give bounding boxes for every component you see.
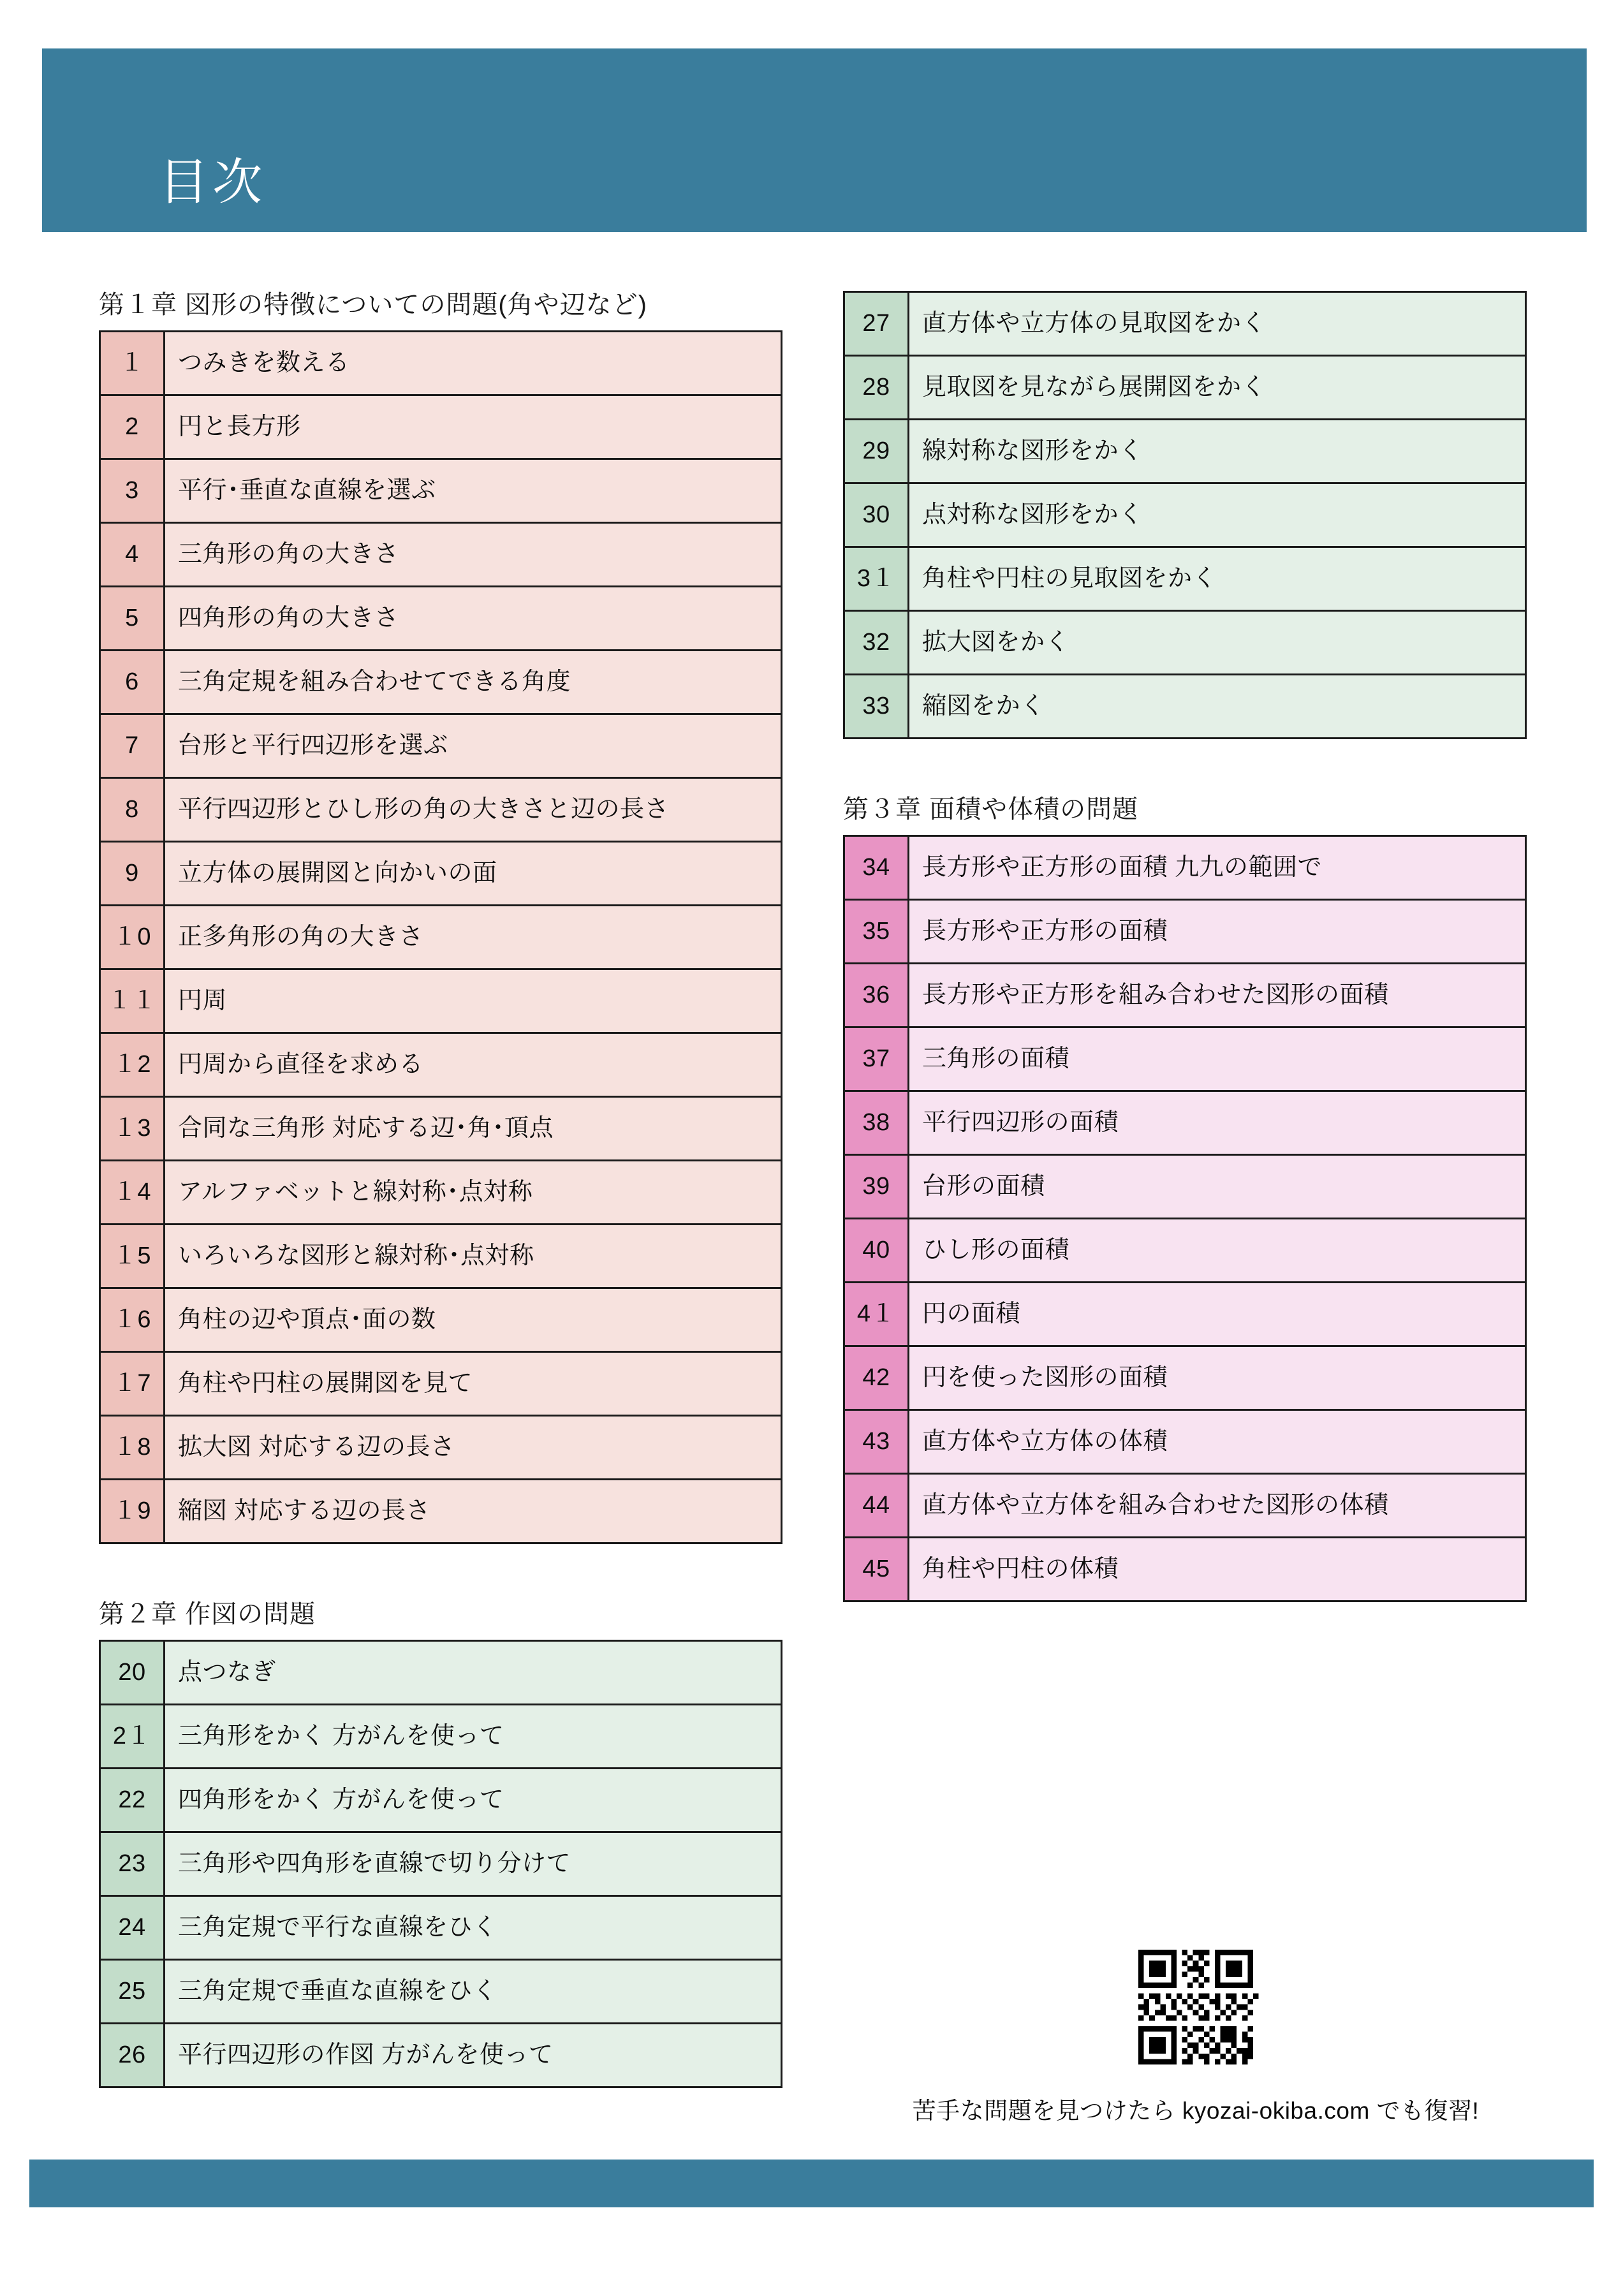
- toc-row-title: 拡大図 対応する辺の長さ: [165, 1416, 782, 1480]
- toc-row-number: 4１: [844, 1283, 909, 1346]
- toc-row[interactable]: [844, 1283, 1526, 1346]
- toc-row-title: いろいろな図形と線対称･点対称: [165, 1225, 782, 1288]
- toc-row-title: 平行四辺形の面積: [909, 1091, 1526, 1155]
- qr-code-icon[interactable]: [1127, 1939, 1264, 2075]
- toc-row-number: 32: [844, 611, 909, 675]
- toc-row-title: 三角形や四角形を直線で切り分けて: [165, 1832, 782, 1896]
- toc-row-title: 平行四辺形の作図 方がんを使って: [165, 2024, 782, 2087]
- toc-row[interactable]: [100, 714, 782, 778]
- toc-row-title: 直方体や立方体の見取図をかく: [909, 292, 1526, 356]
- toc-row-title: 角柱の辺や頂点･面の数: [165, 1288, 782, 1352]
- toc-row-number: 43: [844, 1410, 909, 1474]
- toc-row-number: 36: [844, 964, 909, 1027]
- toc-row[interactable]: [100, 332, 782, 395]
- toc-row-number: 42: [844, 1346, 909, 1410]
- toc-row[interactable]: [100, 906, 782, 969]
- toc-row[interactable]: [100, 459, 782, 523]
- toc-row-title: ひし形の面積: [909, 1219, 1526, 1283]
- toc-row-title: 角柱や円柱の体積: [909, 1538, 1526, 1601]
- toc-row[interactable]: [100, 1352, 782, 1416]
- toc-table-chapter-2: [843, 291, 1527, 739]
- toc-row[interactable]: [100, 1288, 782, 1352]
- toc-row-title: 合同な三角形 対応する辺･角･頂点: [165, 1097, 782, 1161]
- toc-row[interactable]: [100, 1832, 782, 1896]
- left-column: [99, 291, 782, 2128]
- toc-row-number: 24: [100, 1896, 165, 1960]
- toc-row[interactable]: [100, 778, 782, 842]
- toc-row-title: 長方形や正方形の面積: [909, 900, 1526, 964]
- toc-row-number: １: [100, 332, 165, 395]
- toc-row-number: 27: [844, 292, 909, 356]
- page-title: 目次: [159, 154, 267, 210]
- toc-row[interactable]: [100, 1097, 782, 1161]
- toc-row-number: 22: [100, 1769, 165, 1832]
- toc-row[interactable]: [100, 1641, 782, 1705]
- toc-row[interactable]: [844, 1538, 1526, 1601]
- toc-row[interactable]: [844, 483, 1526, 547]
- toc-row[interactable]: [844, 1155, 1526, 1219]
- toc-row-number: 23: [100, 1832, 165, 1896]
- toc-row-title: 平行･垂直な直線を選ぶ: [165, 459, 782, 523]
- toc-row[interactable]: [100, 1161, 782, 1225]
- toc-row-number: １6: [100, 1288, 165, 1352]
- block-spacer: [99, 1544, 782, 1600]
- toc-row-title: つみきを数える: [165, 332, 782, 395]
- toc-row-title: 立方体の展開図と向かいの面: [165, 842, 782, 906]
- toc-row[interactable]: [100, 1769, 782, 1832]
- toc-row-number: 2: [100, 395, 165, 459]
- toc-row[interactable]: [844, 675, 1526, 739]
- footer-note: 苦手な問題を見つけたら kyozai-okiba.com でも復習!: [912, 2098, 1480, 2124]
- toc-row-title: 台形と平行四辺形を選ぶ: [165, 714, 782, 778]
- toc-table-chapter-3: [843, 835, 1527, 1602]
- toc-row-number: １4: [100, 1161, 165, 1225]
- toc-row-title: 角柱や円柱の見取図をかく: [909, 547, 1526, 611]
- toc-row-title: 点つなぎ: [165, 1641, 782, 1705]
- toc-row-number: 38: [844, 1091, 909, 1155]
- toc-row-number: １7: [100, 1352, 165, 1416]
- header-banner: [42, 48, 1587, 232]
- toc-row[interactable]: [100, 1480, 782, 1543]
- toc-row-number: 9: [100, 842, 165, 906]
- toc-row-number: 26: [100, 2024, 165, 2087]
- toc-row-number: １3: [100, 1097, 165, 1161]
- toc-row-number: 40: [844, 1219, 909, 1283]
- toc-row-number: １9: [100, 1480, 165, 1543]
- toc-row-title: 長方形や正方形を組み合わせた図形の面積: [909, 964, 1526, 1027]
- right-column: [843, 291, 1527, 1642]
- toc-row-title: 縮図 対応する辺の長さ: [165, 1480, 782, 1543]
- toc-row-title: アルファベットと線対称･点対称: [165, 1161, 782, 1225]
- toc-row-number: 45: [844, 1538, 909, 1601]
- toc-row[interactable]: [100, 1960, 782, 2024]
- toc-row-number: 3: [100, 459, 165, 523]
- footer-banner: [29, 2160, 1594, 2207]
- toc-row[interactable]: [100, 969, 782, 1033]
- toc-row[interactable]: [844, 836, 1526, 900]
- toc-row-title: 四角形の角の大きさ: [165, 587, 782, 651]
- toc-row-title: 円の面積: [909, 1283, 1526, 1346]
- toc-row-number: １１: [100, 969, 165, 1033]
- toc-row-title: 三角形をかく 方がんを使って: [165, 1705, 782, 1769]
- toc-row-title: 円周: [165, 969, 782, 1033]
- toc-row[interactable]: [844, 1346, 1526, 1410]
- toc-row[interactable]: [100, 1896, 782, 1960]
- toc-row-number: 35: [844, 900, 909, 964]
- toc-row-title: 円周から直径を求める: [165, 1033, 782, 1097]
- toc-row-number: 4: [100, 523, 165, 587]
- toc-row-number: 29: [844, 420, 909, 483]
- toc-row[interactable]: [100, 2024, 782, 2087]
- toc-row[interactable]: [844, 1219, 1526, 1283]
- toc-row-number: 44: [844, 1474, 909, 1538]
- block-spacer: [99, 2088, 782, 2128]
- toc-row-title: 点対称な図形をかく: [909, 483, 1526, 547]
- toc-row-number: 37: [844, 1027, 909, 1091]
- toc-row-number: 6: [100, 651, 165, 714]
- toc-row-number: 7: [100, 714, 165, 778]
- chapter-heading-2: 第２章 作図の問題: [99, 1600, 316, 1628]
- toc-table-chapter-1: [99, 330, 782, 1544]
- toc-row[interactable]: [100, 842, 782, 906]
- toc-row-number: 20: [100, 1641, 165, 1705]
- toc-row[interactable]: [844, 356, 1526, 420]
- toc-row-number: 39: [844, 1155, 909, 1219]
- toc-row[interactable]: [844, 964, 1526, 1027]
- toc-row[interactable]: [100, 1705, 782, 1769]
- toc-row[interactable]: [100, 395, 782, 459]
- toc-row-title: 三角定規で垂直な直線をひく: [165, 1960, 782, 2024]
- toc-row-number: 8: [100, 778, 165, 842]
- toc-row-number: 5: [100, 587, 165, 651]
- block-spacer: [843, 1602, 1527, 1642]
- toc-row-number: 2１: [100, 1705, 165, 1769]
- toc-row[interactable]: [844, 1027, 1526, 1091]
- toc-row[interactable]: [100, 1033, 782, 1097]
- toc-row[interactable]: [844, 1474, 1526, 1538]
- toc-row[interactable]: [844, 1091, 1526, 1155]
- toc-row[interactable]: [100, 1416, 782, 1480]
- toc-row-title: 正多角形の角の大きさ: [165, 906, 782, 969]
- toc-row[interactable]: [844, 292, 1526, 356]
- toc-row-number: 3１: [844, 547, 909, 611]
- toc-row-title: 台形の面積: [909, 1155, 1526, 1219]
- toc-row[interactable]: [844, 420, 1526, 483]
- toc-row-title: 三角定規を組み合わせてできる角度: [165, 651, 782, 714]
- toc-row-title: 三角定規で平行な直線をひく: [165, 1896, 782, 1960]
- toc-row-title: 見取図を見ながら展開図をかく: [909, 356, 1526, 420]
- toc-row-title: 直方体や立方体を組み合わせた図形の体積: [909, 1474, 1526, 1538]
- toc-row[interactable]: [844, 1410, 1526, 1474]
- toc-row[interactable]: [100, 651, 782, 714]
- toc-row[interactable]: [100, 587, 782, 651]
- toc-row-number: １8: [100, 1416, 165, 1480]
- toc-row-title: 四角形をかく 方がんを使って: [165, 1769, 782, 1832]
- toc-row-title: 線対称な図形をかく: [909, 420, 1526, 483]
- toc-row-title: 平行四辺形とひし形の角の大きさと辺の長さ: [165, 778, 782, 842]
- footer-area: [829, 1939, 1562, 2125]
- block-spacer: [843, 739, 1527, 795]
- toc-row-number: 30: [844, 483, 909, 547]
- toc-row-title: 縮図をかく: [909, 675, 1526, 739]
- toc-row-title: 円と長方形: [165, 395, 782, 459]
- chapter-heading-1: 第１章 図形の特徴についての問題(角や辺など): [99, 291, 647, 319]
- toc-table-chapter-2: [99, 1640, 782, 2088]
- toc-row-number: 34: [844, 836, 909, 900]
- toc-row-title: 拡大図をかく: [909, 611, 1526, 675]
- toc-row-number: １0: [100, 906, 165, 969]
- toc-row-title: 角柱や円柱の展開図を見て: [165, 1352, 782, 1416]
- toc-row[interactable]: [100, 1225, 782, 1288]
- toc-row-number: 25: [100, 1960, 165, 2024]
- toc-row-number: 33: [844, 675, 909, 739]
- toc-row[interactable]: [844, 547, 1526, 611]
- chapter-heading-3: 第３章 面積や体積の問題: [843, 795, 1139, 823]
- toc-row-title: 三角形の角の大きさ: [165, 523, 782, 587]
- toc-row[interactable]: [844, 900, 1526, 964]
- toc-row-title: 長方形や正方形の面積 九九の範囲で: [909, 836, 1526, 900]
- toc-row-title: 三角形の面積: [909, 1027, 1526, 1091]
- toc-row[interactable]: [100, 523, 782, 587]
- toc-row-number: 28: [844, 356, 909, 420]
- toc-row-title: 直方体や立方体の体積: [909, 1410, 1526, 1474]
- toc-row-number: １2: [100, 1033, 165, 1097]
- toc-row-title: 円を使った図形の面積: [909, 1346, 1526, 1410]
- toc-row[interactable]: [844, 611, 1526, 675]
- toc-row-number: １5: [100, 1225, 165, 1288]
